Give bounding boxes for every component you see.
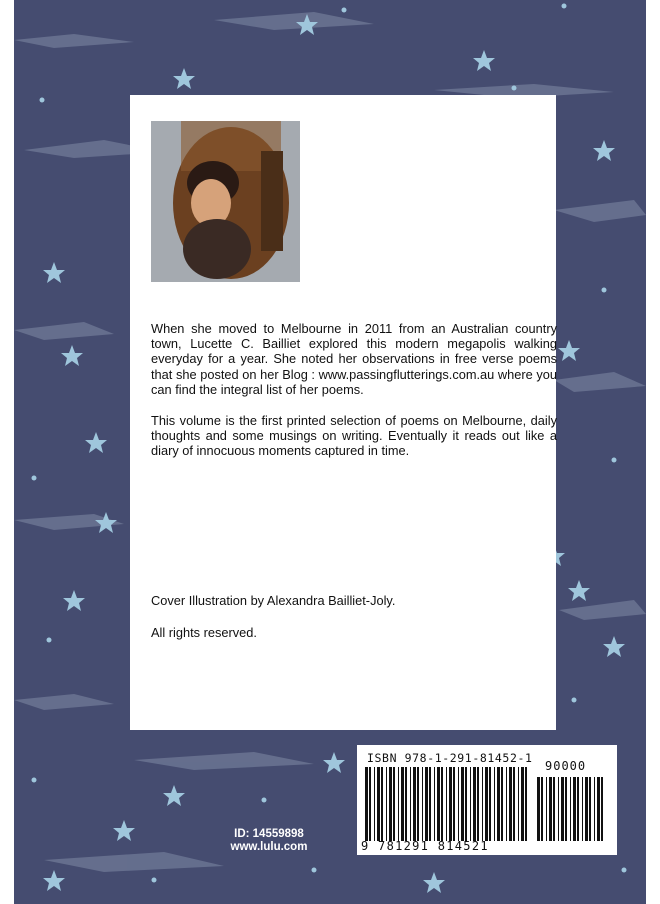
barcode-bar [389,767,392,841]
barcode-bar [558,777,559,841]
barcode-bar [365,767,368,841]
barcode-bar [501,767,503,841]
barcode-bar [485,767,488,841]
barcode-bar [453,767,455,841]
barcode-bar [506,767,507,841]
barcode-bar [473,767,476,841]
star-icon [63,590,85,611]
barcode-bar [441,767,443,841]
barcode-bar [417,767,419,841]
author-photo [151,121,300,282]
barcode-bar [570,777,571,841]
barcode-bar [429,767,431,841]
barcode-bar [509,767,512,841]
barcode-digits: 9 781291 814521 [361,839,489,853]
barcode-bar [398,767,399,841]
barcode-bar [393,767,395,841]
barcode-bar [577,777,579,841]
star-icon [95,512,117,533]
barcode-bar [561,777,564,841]
white-content-panel [130,95,556,730]
star-icon [568,580,590,601]
barcode-bar [597,777,600,841]
star-icon [603,636,625,657]
star-icon [43,870,65,891]
barcode-bar [413,767,416,841]
barcode-bar [537,777,540,841]
barcode-bar [425,767,428,841]
barcode-bar [565,777,567,841]
star-icon [43,262,65,283]
barcode-bar [458,767,459,841]
star-icon [323,752,345,773]
star-icon [173,68,195,89]
barcode-bar [518,767,519,841]
barcode-bar [594,777,595,841]
barcode-bar [521,767,524,841]
barcode-bar [410,767,411,841]
star-icon [473,50,495,71]
barcode-bar [549,777,552,841]
barcode-bar [489,767,491,841]
barcode-bar [386,767,387,841]
barcode-bar [541,777,543,841]
barcode-bar [369,767,371,841]
star-icon [593,140,615,161]
barcode-bar [377,767,380,841]
description-paragraph: When she moved to Melbourne in 2011 from an Australian country town, Lucette C. Bailliet explored this modern megapolis walking everyday for a year. She noted her observations in free verse poems that she posted on her Blog : www.passingflutterings.com.au where you can find the integral list of her poems. [151,321,557,397]
cover-background [14,0,646,904]
publisher-id: ID: 14559898 [234,828,304,840]
barcode-bar [482,767,483,841]
barcode-bar [525,767,527,841]
star-icon [423,872,445,893]
author-portrait-image [151,121,300,282]
star-icon [113,820,135,841]
barcode-bar [589,777,591,841]
barcode-bar [422,767,423,841]
star-icon [558,340,580,361]
barcode-bar [374,767,375,841]
barcode-bar [494,767,495,841]
barcode-bar [546,777,547,841]
barcode-bar [477,767,479,841]
publisher-url: www.lulu.com [230,841,308,853]
barcode-bar [437,767,440,841]
isbn-barcode [357,745,617,855]
barcode-bar [573,777,576,841]
barcode-bar [585,777,588,841]
barcode-bar [381,767,383,841]
description-paragraph: This volume is the first printed selection of poems on Melbourne, daily thoughts and some musings on writing. Eventually it reads out like a diary of innocuous moments captured in time. [151,413,557,459]
barcode-bar [497,767,500,841]
publisher-info [219,828,319,854]
barcode-bar [461,767,464,841]
barcode-bar [405,767,407,841]
isbn-label: ISBN 978-1-291-81452-1 [367,751,533,765]
book-description [151,321,557,475]
barcode-bar [465,767,467,841]
barcode-bar [470,767,471,841]
barcode-bar [513,767,515,841]
barcode-bar [553,777,555,841]
barcode-bar [434,767,435,841]
star-icon [85,432,107,453]
barcode-bar [601,777,603,841]
star-icon [163,785,185,806]
rights-notice: All rights reserved. [151,625,257,640]
barcode-bar [582,777,583,841]
illustration-credit: Cover Illustration by Alexandra Bailliet-Joly. [151,593,396,608]
barcode-bar [401,767,404,841]
star-icon [61,345,83,366]
price-code: 90000 [545,759,587,773]
barcode-bar [449,767,452,841]
barcode-bar [446,767,447,841]
